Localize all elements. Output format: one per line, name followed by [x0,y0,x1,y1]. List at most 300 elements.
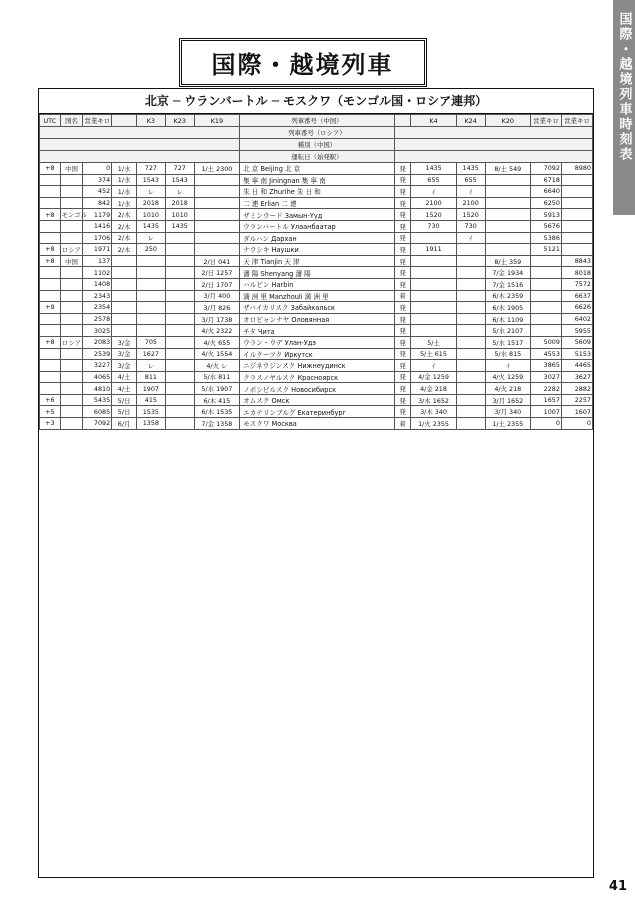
cell-r3 [485,174,530,186]
cell-ar: 発 [394,325,411,337]
cell-t2: 2018 [165,197,194,209]
cell-st: ザバイカリスク Забайкальск [240,302,395,314]
cell-r3 [485,209,530,221]
cell-t3: 6/木 415 [194,394,239,406]
cell-t3 [194,220,239,232]
cell-r2 [456,383,485,395]
cell-st: ニジネウジンスク Нижнеудинск [240,360,395,372]
cell-country [60,418,83,430]
cell-country [60,186,83,198]
cell-r2 [456,336,485,348]
cell-ar: 発 [394,209,411,221]
cell-t3: 2/日 1707 [194,278,239,290]
table-row [40,290,593,302]
page-title: 国際・越境列車 [179,38,427,87]
cell-r3: 7/金 1934 [485,267,530,279]
cell-country [60,267,83,279]
cell-t1: レ [136,186,165,198]
cell-t1: 705 [136,336,165,348]
cell-r3: ｲ [485,360,530,372]
cell-t3: 3/月 400 [194,290,239,302]
cell-t3: 6/木 1535 [194,406,239,418]
header-s2: K23 [165,115,194,127]
cell-day: 3/金 [112,348,137,360]
cell-t1 [136,255,165,267]
cell-r2 [456,360,485,372]
cell-day: 1/水 [112,197,137,209]
header-km: 営業キロ [83,115,112,127]
cell-t2 [165,394,194,406]
cell-t1 [136,290,165,302]
cell-rkm2 [561,244,592,256]
cell-r1 [411,325,456,337]
table-row [40,209,593,221]
cell-country [60,302,83,314]
table-row [40,348,593,360]
title-wrap [0,38,605,87]
cell-day [112,255,137,267]
cell-ar: 発 [394,186,411,198]
cell-r3: 4/火 1259 [485,371,530,383]
cell-r3: 3/月 340 [485,406,530,418]
cell-r1: 730 [411,220,456,232]
cell-t3: 3/月 1738 [194,313,239,325]
cell-country [60,383,83,395]
table-row [40,394,593,406]
cell-rkm: 2282 [530,383,561,395]
cell-t3: 5/水 811 [194,371,239,383]
cell-st: ウランバートル Улаанбаатар [240,220,395,232]
cell-rkm2: 5955 [561,325,592,337]
cell-rkm2: 1607 [561,406,592,418]
table-row [40,336,593,348]
cell-country [60,232,83,244]
cell-ar: 着 [394,418,411,430]
cell-country [60,278,83,290]
header-fill-right [394,127,592,139]
cell-km: 3227 [83,360,112,372]
header-n3: K20 [485,115,530,127]
cell-km: 1706 [83,232,112,244]
cell-st: ノボシビルスク Новосибирск [240,383,395,395]
cell-rkm2: 2882 [561,383,592,395]
table-row [40,197,593,209]
cell-rkm: 3865 [530,360,561,372]
cell-rkm: 6640 [530,186,561,198]
cell-day: 2/木 [112,232,137,244]
cell-r2: 1435 [456,163,485,175]
header-rkm2: 営業キロ [561,115,592,127]
cell-r2 [456,244,485,256]
timetable-body [40,163,593,430]
cell-r3: 6/木 2359 [485,290,530,302]
cell-r1: 1435 [411,163,456,175]
cell-r2 [456,371,485,383]
cell-day [112,278,137,290]
table-row [40,278,593,290]
cell-t2 [165,232,194,244]
cell-r3: 3/月 1652 [485,394,530,406]
cell-km: 4065 [83,371,112,383]
cell-utc: +6 [40,394,61,406]
cell-r1 [411,302,456,314]
cell-utc [40,371,61,383]
cell-t2: 1010 [165,209,194,221]
cell-r1 [411,313,456,325]
cell-country [60,290,83,302]
cell-r2 [456,302,485,314]
cell-t1 [136,302,165,314]
cell-ar: 発 [394,360,411,372]
cell-km: 7092 [83,418,112,430]
cell-r2 [456,394,485,406]
cell-t2: 727 [165,163,194,175]
cell-t2 [165,383,194,395]
cell-t1: 250 [136,244,165,256]
cell-st: エカテリンブルグ Екатеринбург [240,406,395,418]
cell-r3 [485,186,530,198]
cell-rkm2: 8018 [561,267,592,279]
cell-km: 2343 [83,290,112,302]
cell-t1: 1907 [136,383,165,395]
cell-r3: 5/水 815 [485,348,530,360]
cell-r3: 6/木 1905 [485,302,530,314]
cell-utc: +8 [40,163,61,175]
timetable-frame [38,88,594,878]
cell-rkm: 6718 [530,174,561,186]
table-row [40,406,593,418]
cell-country: 中国 [60,255,83,267]
cell-rkm: 5386 [530,232,561,244]
cell-ar: 発 [394,383,411,395]
cell-rkm: 5913 [530,209,561,221]
cell-country: ロシア [60,336,83,348]
cell-st: クラスノヤルスク Красноярск [240,371,395,383]
header-blank [112,115,137,127]
cell-ar: 発 [394,174,411,186]
cell-t1: 1627 [136,348,165,360]
cell-rkm [530,290,561,302]
cell-st: 集 寧 南 Jiningnan 集 寧 南 [240,174,395,186]
cell-r1: 1911 [411,244,456,256]
cell-r3: 8/土 549 [485,163,530,175]
cell-utc [40,197,61,209]
cell-rkm: 6250 [530,197,561,209]
cell-country [60,313,83,325]
cell-country [60,220,83,232]
table-row [40,267,593,279]
header-row-days [40,151,593,163]
cell-st: 天 津 Tianjin 天 津 [240,255,395,267]
section-side-tab: 国際・越境列車時刻表 [613,0,635,215]
table-row [40,186,593,198]
cell-country [60,174,83,186]
header-s3: K19 [194,115,239,127]
cell-t2 [165,255,194,267]
cell-rkm2 [561,220,592,232]
cell-r3 [485,244,530,256]
cell-t1: レ [136,360,165,372]
cell-st: 満 洲 里 Manzhouli 満 洲 里 [240,290,395,302]
cell-r3 [485,197,530,209]
cell-t2 [165,313,194,325]
cell-country [60,197,83,209]
cell-r3: 5/水 1517 [485,336,530,348]
cell-country [60,325,83,337]
cell-st: オロビャンナヤ Оловянная [240,313,395,325]
header-country: 国名 [60,115,83,127]
cell-day [112,290,137,302]
cell-t3 [194,174,239,186]
cell-rkm2: 6637 [561,290,592,302]
cell-t3 [194,232,239,244]
cell-r1: 3/木 1652 [411,394,456,406]
cell-t3: 4/火 655 [194,336,239,348]
cell-km: 5435 [83,394,112,406]
cell-st: ハルビン Harbin [240,278,395,290]
cell-t3: 7/金 1358 [194,418,239,430]
cell-rkm [530,325,561,337]
cell-ar: 着 [394,290,411,302]
cell-utc: +5 [40,406,61,418]
cell-ar: 発 [394,197,411,209]
cell-t1 [136,267,165,279]
cell-r3 [485,232,530,244]
cell-t1: 1010 [136,209,165,221]
cell-t1 [136,278,165,290]
cell-t1: 1535 [136,406,165,418]
header-fill-left3 [40,151,240,163]
header-fill-right3 [394,151,592,163]
cell-km: 1102 [83,267,112,279]
cell-km: 4810 [83,383,112,395]
cell-ar: 発 [394,278,411,290]
cell-utc: +8 [40,209,61,221]
cell-t2: 1435 [165,220,194,232]
header-rkm: 営業キロ [530,115,561,127]
cell-r1: 1/火 2355 [411,418,456,430]
cell-t1: 1358 [136,418,165,430]
cell-t2 [165,336,194,348]
cell-rkm2 [561,197,592,209]
table-row [40,244,593,256]
cell-r2 [456,313,485,325]
cell-day: 6/月 [112,418,137,430]
cell-rkm [530,313,561,325]
cell-st: ウラン・ウデ Улан-Удэ [240,336,395,348]
cell-r3: 6/木 1109 [485,313,530,325]
cell-rkm2: 4465 [561,360,592,372]
cell-t2 [165,406,194,418]
cell-utc [40,348,61,360]
cell-country: モンゴル [60,209,83,221]
cell-country [60,406,83,418]
cell-country [60,394,83,406]
table-row [40,418,593,430]
cell-day: 3/金 [112,336,137,348]
cell-t2 [165,290,194,302]
cell-day [112,267,137,279]
cell-t1: 2018 [136,197,165,209]
cell-t2 [165,348,194,360]
cell-r1 [411,278,456,290]
cell-ar: 発 [394,255,411,267]
header-days: 運転日（始発駅） [240,151,395,163]
cell-country [60,348,83,360]
cell-rkm2: 8980 [561,163,592,175]
table-row [40,371,593,383]
cell-r2 [456,255,485,267]
cell-r3: 5/水 2107 [485,325,530,337]
cell-rkm2: 6402 [561,313,592,325]
table-row [40,163,593,175]
cell-rkm [530,302,561,314]
cell-rkm: 3027 [530,371,561,383]
cell-km: 2083 [83,336,112,348]
cell-r2 [456,290,485,302]
cell-rkm2: 5609 [561,336,592,348]
table-row [40,325,593,337]
cell-km: 1971 [83,244,112,256]
cell-rkm [530,267,561,279]
cell-t2 [165,302,194,314]
cell-r3: 4/火 218 [485,383,530,395]
cell-r2 [456,267,485,279]
cell-t3: 4/火 2322 [194,325,239,337]
cell-r3 [485,220,530,232]
cell-ar: 発 [394,220,411,232]
cell-rkm: 5009 [530,336,561,348]
cell-t2 [165,325,194,337]
cell-day: 2/木 [112,244,137,256]
cell-t2: レ [165,186,194,198]
cell-rkm: 5121 [530,244,561,256]
cell-day: 2/木 [112,220,137,232]
table-row [40,302,593,314]
cell-utc: +8 [40,336,61,348]
cell-utc [40,220,61,232]
cell-rkm [530,255,561,267]
cell-rkm2 [561,186,592,198]
cell-st: チタ Чита [240,325,395,337]
cell-r2: 2100 [456,197,485,209]
cell-utc [40,267,61,279]
cell-rkm [530,278,561,290]
cell-r1: 5/土 615 [411,348,456,360]
cell-st: 朱 日 和 Zhurihe 朱 日 和 [240,186,395,198]
cell-st: オムスク Омск [240,394,395,406]
cell-utc [40,383,61,395]
cell-st: 二 連 Erlian 二 連 [240,197,395,209]
header-train: 列車番号（中国） [240,115,395,127]
cell-rkm: 5676 [530,220,561,232]
cell-t1 [136,325,165,337]
cell-km: 2578 [83,313,112,325]
table-row [40,174,593,186]
cell-r2: ｲ [456,232,485,244]
cell-rkm2: 7572 [561,278,592,290]
cell-r1: 3/木 340 [411,406,456,418]
cell-day: 4/土 [112,383,137,395]
cell-t3 [194,186,239,198]
cell-st: ザミンウード Замын-Үүд [240,209,395,221]
cell-t1: 727 [136,163,165,175]
table-row [40,232,593,244]
cell-km: 3025 [83,325,112,337]
cell-t1: 415 [136,394,165,406]
cell-rkm: 7092 [530,163,561,175]
cell-rkm2 [561,232,592,244]
cell-t2 [165,371,194,383]
cell-t3: 3/月 826 [194,302,239,314]
cell-r2: ｲ [456,186,485,198]
cell-km: 842 [83,197,112,209]
cell-t3: 2/日 1257 [194,267,239,279]
cell-r2: 730 [456,220,485,232]
cell-t3: 5/水 1907 [194,383,239,395]
cell-t2 [165,360,194,372]
cell-km: 2354 [83,302,112,314]
cell-t3 [194,244,239,256]
cell-day [112,325,137,337]
cell-r1: 4/金 1259 [411,371,456,383]
cell-r1: 1520 [411,209,456,221]
cell-utc: +8 [40,255,61,267]
cell-utc: +9 [40,302,61,314]
cell-st: イルクーツク Иркутск [240,348,395,360]
cell-r3: 7/金 1516 [485,278,530,290]
cell-r1 [411,267,456,279]
cell-ar: 発 [394,348,411,360]
cell-r1: 5/土 [411,336,456,348]
cell-r2 [456,325,485,337]
cell-km: 452 [83,186,112,198]
cell-rkm2 [561,174,592,186]
cell-km: 374 [83,174,112,186]
route-title: 北京 ─ ウランバートル ─ モスクワ（モンゴル国・ロシア連邦） [39,89,593,114]
cell-t1: 1435 [136,220,165,232]
cell-r1: 655 [411,174,456,186]
header-fill-left2 [40,139,240,151]
cell-ar: 発 [394,406,411,418]
cell-r2 [456,406,485,418]
cell-day: 1/水 [112,174,137,186]
cell-t2: 1543 [165,174,194,186]
table-row [40,313,593,325]
cell-rkm2: 8843 [561,255,592,267]
header-n1: K4 [411,115,456,127]
cell-day: 1/水 [112,186,137,198]
cell-ar: 発 [394,163,411,175]
cell-rkm2: 5153 [561,348,592,360]
page-number: 41 [608,879,627,894]
cell-t1: 1543 [136,174,165,186]
header-row-train [40,115,593,127]
cell-ar: 発 [394,302,411,314]
cell-utc [40,360,61,372]
cell-t2 [165,267,194,279]
header-fill-right2 [394,139,592,151]
header-train-ru: 列車番号（ロシア） [240,127,395,139]
cell-ar: 発 [394,232,411,244]
cell-r1: ｲ [411,360,456,372]
cell-km: 0 [83,163,112,175]
header-blank2 [394,115,411,127]
cell-utc [40,313,61,325]
cell-ar: 発 [394,371,411,383]
cell-km: 1179 [83,209,112,221]
table-row [40,255,593,267]
